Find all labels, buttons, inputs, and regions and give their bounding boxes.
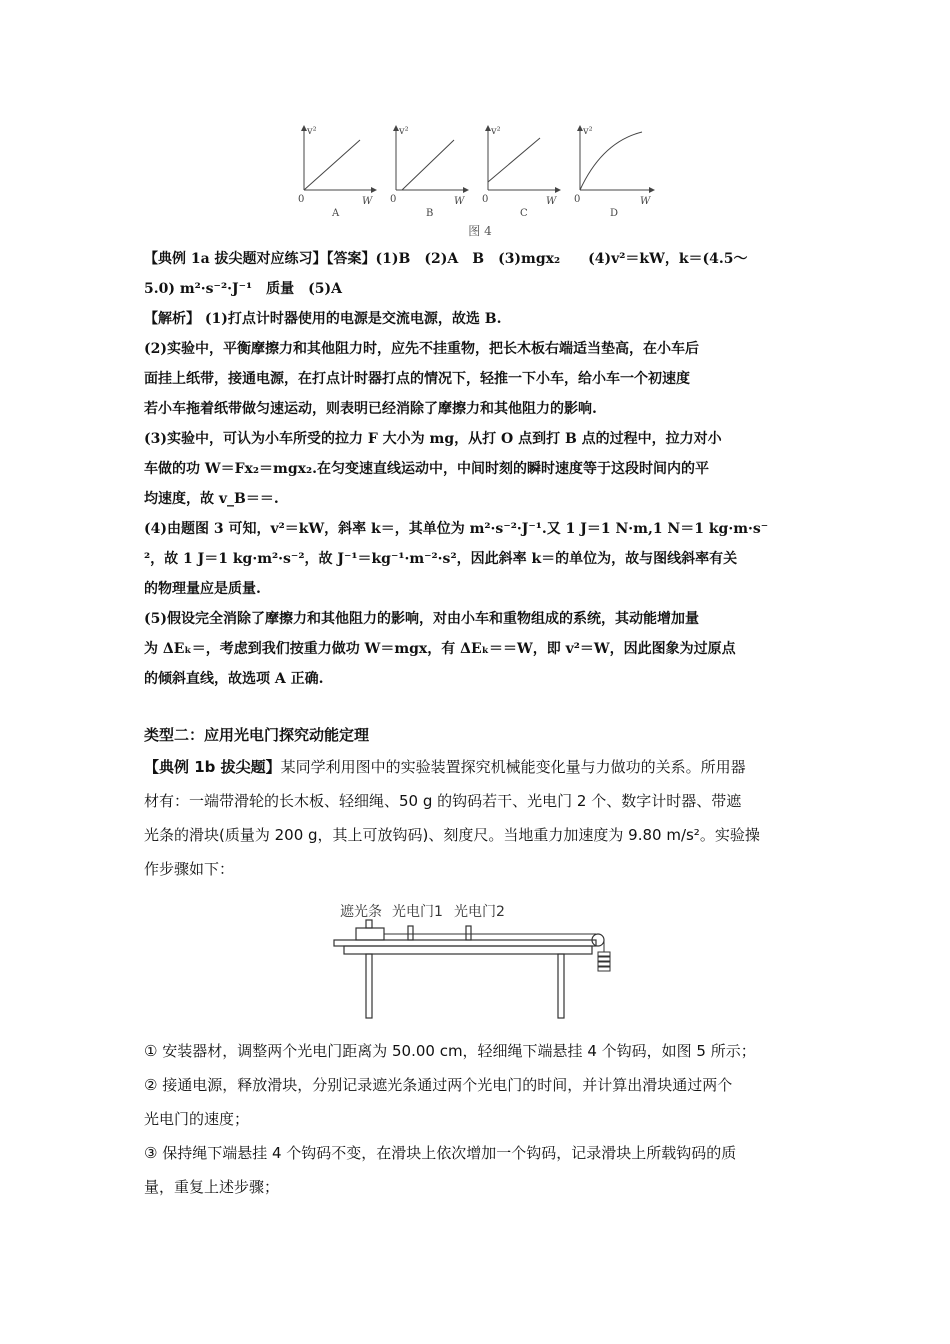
table-leg-left	[366, 954, 372, 1018]
analysis-line: 【解析】 (1)打点计时器使用的电源是交流电源，故选 B.	[144, 311, 502, 327]
analysis-line: 为 ΔEₖ＝，考虑到我们按重力做功 W＝mgx，有 ΔEₖ＝＝W，即 v²＝W，因此图象为过原点	[144, 641, 736, 657]
hook-weight	[598, 952, 610, 956]
x-axis-label: W	[640, 196, 651, 207]
hook-weight	[598, 967, 610, 971]
analysis-line: (2)实验中，平衡摩擦力和其他阻力时，应先不挂重物，把长木板右端适当垫高，在小车后	[144, 341, 699, 357]
long-board	[334, 940, 596, 946]
photogate-2	[466, 926, 471, 940]
answer-line-1: 【典例 1a 拔尖题对应练习】【答案】(1)B (2)A B (3)mgx₂ (4)v²＝kW，k＝(4.5～	[144, 251, 748, 267]
apparatus-diagram	[330, 900, 630, 1022]
photogate-1	[408, 926, 413, 940]
label-gate-2: 光电门2	[454, 904, 505, 920]
origin-label: 0	[482, 194, 489, 205]
analysis-line: (4)由题图 3 可知，v²＝kW，斜率 k＝，其单位为 m²·s⁻²·J⁻¹.又 1 J＝1 N·m,1 N＝1 kg·m·s⁻	[144, 521, 769, 537]
procedure-steps	[144, 1034, 808, 1204]
problem-line: 材有：一端带滑轮的长木板、轻细绳、50 g 的钩码若干、光电门 2 个、数字计时器、带遮	[144, 792, 742, 810]
figure-4	[290, 118, 670, 238]
step-line: ③ 保持绳下端悬挂 4 个钩码不变，在滑块上依次增加一个钩码，记录滑块上所载钩码的质	[144, 1144, 737, 1162]
graph-panel-a	[298, 126, 376, 219]
panel-label-b: B	[426, 208, 434, 219]
y-axis-label: v²	[399, 126, 409, 137]
analysis-line: 若小车拖着纸带做匀速运动，则表明已经消除了摩擦力和其他阻力的影响.	[144, 401, 597, 417]
problem-line: 光条的滑块(质量为 200 g，其上可放钩码)、刻度尺。当地重力加速度为 9.80 m/s²。实验操	[144, 826, 760, 844]
step-line: ② 接通电源，释放滑块，分别记录遮光条通过两个光电门的时间，并计算出滑块通过两个	[144, 1076, 733, 1094]
figure-4-graphs	[290, 118, 670, 222]
x-axis-label: W	[362, 196, 373, 207]
y-axis-label: v²	[491, 126, 501, 137]
analysis-line: 的物理量应是质量.	[144, 581, 261, 597]
panel-label-c: C	[520, 208, 528, 219]
panel-label-a: A	[332, 208, 340, 219]
label-gate-1: 光电门1	[392, 904, 443, 920]
graph-panel-b	[390, 126, 468, 219]
analysis-line: (5)假设完全消除了摩擦力和其他阻力的影响，对由小车和重物组成的系统，其动能增加量	[144, 611, 699, 627]
answer-analysis	[144, 244, 808, 886]
x-axis-label: W	[546, 196, 557, 207]
table-leg-right	[558, 954, 564, 1018]
step-line: 量，重复上述步骤；	[144, 1178, 280, 1196]
step-line: 光电门的速度；	[144, 1110, 250, 1128]
analysis-line: (3)实验中，可认为小车所受的拉力 F 大小为 mg，从打 O 点到打 B 点的过程中，拉力对小	[144, 431, 722, 447]
label-shade-strip: 遮光条	[340, 904, 382, 920]
figure-5-apparatus	[330, 900, 630, 1022]
y-axis-label: v²	[583, 126, 593, 137]
hook-weight	[598, 957, 610, 961]
problem-label: 【典例 1b 拔尖题】	[144, 758, 281, 776]
problem-line	[144, 750, 808, 784]
table-top	[344, 946, 592, 954]
step-line: ① 安装器材，调整两个光电门距离为 50.00 cm，轻细绳下端悬挂 4 个钩码，如图 5 所示；	[144, 1042, 756, 1060]
graph-panel-c	[482, 126, 560, 219]
hook-weight	[598, 962, 610, 966]
shade-strip	[366, 920, 372, 928]
analysis-line: 均速度，故 v_B＝＝.	[144, 491, 279, 507]
figure-4-caption: 图 4	[468, 224, 492, 238]
analysis-line: 车做的功 W＝Fx₂＝mgx₂.在匀变速直线运动中，中间时刻的瞬时速度等于这段时间内的平	[144, 461, 709, 477]
origin-label: 0	[390, 194, 397, 205]
problem-text: 某同学利用图中的实验装置探究机械能变化量与力做功的关系。所用器	[280, 758, 746, 776]
x-axis-label: W	[454, 196, 465, 207]
analysis-line: 的倾斜直线，故选项 A 正确.	[144, 671, 324, 687]
slider	[356, 928, 384, 940]
section-title: 类型二：应用光电门探究动能定理	[144, 726, 370, 744]
analysis-line: ²，故 1 J＝1 kg·m²·s⁻²，故 J⁻¹＝kg⁻¹·m⁻²·s²，因此斜率 k＝的单位为，故与图线斜率有关	[144, 551, 738, 567]
panel-label-d: D	[610, 208, 619, 219]
answer-line-2: 5.0) m²·s⁻²·J⁻¹ 质量 (5)A	[144, 281, 342, 297]
problem-line: 作步骤如下：	[144, 860, 235, 878]
origin-label: 0	[574, 194, 581, 205]
origin-label: 0	[298, 194, 305, 205]
graph-panel-d	[574, 126, 654, 219]
analysis-line: 面挂上纸带，接通电源，在打点计时器打点的情况下，轻推一下小车，给小车一个初速度	[144, 371, 690, 387]
y-axis-label: v²	[307, 126, 317, 137]
